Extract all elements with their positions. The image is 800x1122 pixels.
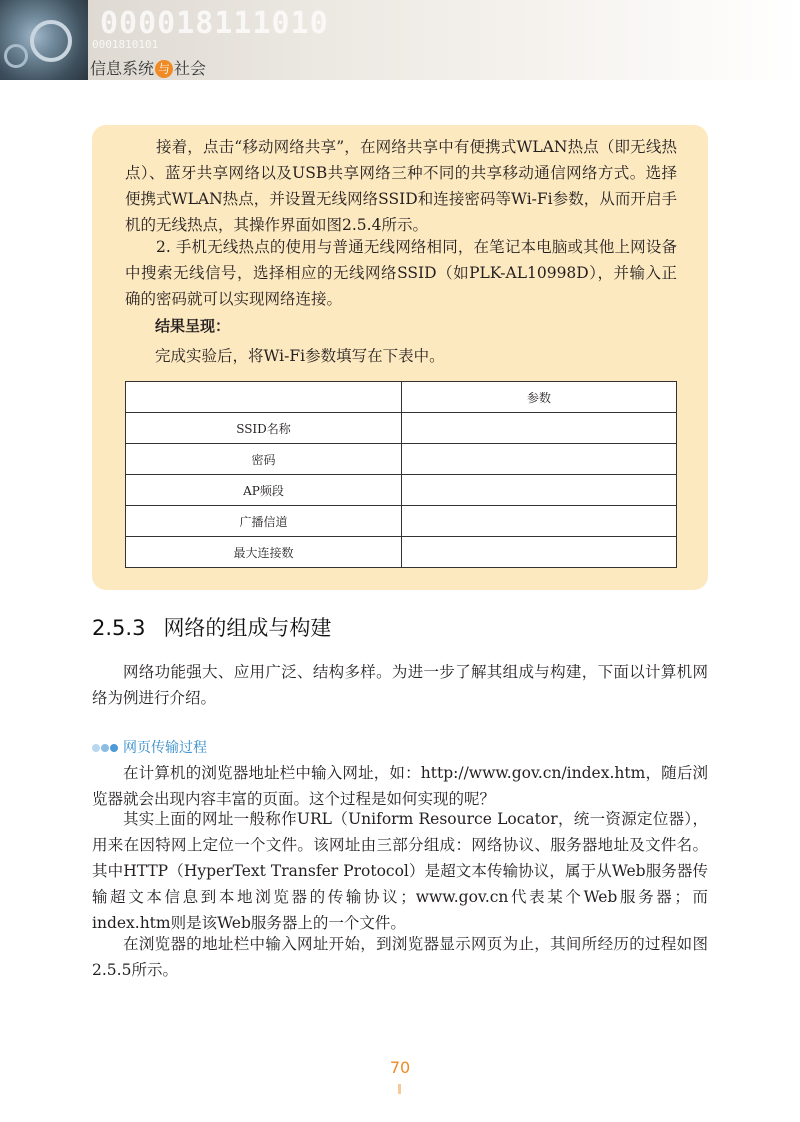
gear-icon bbox=[30, 20, 72, 62]
table-row-label: 密码 bbox=[126, 444, 402, 475]
table-row-label: SSID名称 bbox=[126, 413, 402, 444]
dot-icon bbox=[101, 744, 109, 752]
header-digits-decor: 000018111010 bbox=[100, 6, 329, 41]
table-value-cell[interactable] bbox=[402, 537, 677, 568]
section-number: 2.5.3 bbox=[92, 616, 146, 640]
table-header-cell bbox=[126, 382, 402, 413]
section-title: 网络的组成与构建 bbox=[163, 616, 332, 640]
subsection-paragraph-3: 在浏览器的地址栏中输入网址开始，到浏览器显示网页为止，其间所经历的过程如图2.5.5所示。 bbox=[92, 935, 708, 979]
table-row bbox=[126, 413, 677, 444]
book-title bbox=[90, 56, 206, 79]
bullet-dots-icon bbox=[92, 740, 119, 756]
box-paragraph-1: 接着，点击“移动网络共享”，在网络共享中有便携式WLAN热点（即无线热点）、蓝牙共享网络以及USB共享网络三种不同的共享移动通信网络方式。选择便携式WLAN热点，并设置无线网络SSID和连接密码等Wi-Fi参数，从而开启手机的无线热点，其操作界面如图2.5.4所示。 bbox=[125, 138, 677, 234]
book-title-part1: 信息系统 bbox=[90, 59, 155, 78]
section-intro: 网络功能强大、应用广泛、结构多样。为进一步了解其组成与构建，下面以计算机网络为例进行介绍。 bbox=[92, 663, 708, 707]
subsection-paragraph-1: 在计算机的浏览器地址栏中输入网址，如：http://www.gov.cn/index.htm，随后浏览器就会出现内容丰富的页面。这个过程是如何实现的呢？ bbox=[92, 764, 708, 808]
table-value-cell[interactable] bbox=[402, 475, 677, 506]
table-header-cell: 参数 bbox=[402, 382, 677, 413]
dot-icon bbox=[110, 744, 118, 752]
page-number-mark bbox=[398, 1084, 401, 1094]
book-title-part2: 社会 bbox=[174, 59, 207, 78]
table-value-cell[interactable] bbox=[402, 413, 677, 444]
subsection-heading bbox=[92, 737, 207, 757]
table-row-label: AP频段 bbox=[126, 475, 402, 506]
page-header bbox=[0, 0, 800, 80]
header-decor-image bbox=[0, 0, 88, 80]
small-gear-icon bbox=[4, 44, 28, 68]
table-row-label: 广播信道 bbox=[126, 506, 402, 537]
box-paragraph-2: 2. 手机无线热点的使用与普通无线网络相同，在笔记本电脑或其他上网设备中搜索无线信号，选择相应的无线网络SSID（如PLK-AL10998D），并输入正确的密码就可以实现网络连接。 bbox=[125, 238, 677, 308]
header-digits-decor-small: 0001810101 bbox=[92, 38, 159, 51]
table-value-cell[interactable] bbox=[402, 506, 677, 537]
dot-icon bbox=[92, 744, 100, 752]
wifi-params-table bbox=[125, 381, 677, 568]
table-row bbox=[126, 475, 677, 506]
table-row bbox=[126, 444, 677, 475]
table-row bbox=[126, 506, 677, 537]
subsection-paragraph-2: 其实上面的网址一般称作URL（Uniform Resource Locator，统一资源定位器），用来在因特网上定位一个文件。该网址由三部分组成：网络协议、服务器地址及文件名。其中HTTP（HyperText Transfer Protocol）是超文本传输协议，属于从Web服务器传输超文本信息到本地浏览器的传输协议；www.gov.cn代表某个Web服务器；而index.htm则是该Web服务器上的一个文件。 bbox=[92, 810, 708, 932]
book-title-connector-badge: 与 bbox=[155, 60, 173, 78]
subsection-title: 网页传输过程 bbox=[123, 740, 207, 756]
result-heading: 结果呈现： bbox=[155, 317, 231, 335]
table-value-cell[interactable] bbox=[402, 444, 677, 475]
section-heading bbox=[92, 612, 331, 642]
table-row-label: 最大连接数 bbox=[126, 537, 402, 568]
page-number: 70 bbox=[389, 1058, 411, 1077]
result-text: 完成实验后，将Wi-Fi参数填写在下表中。 bbox=[155, 347, 445, 365]
table-row bbox=[126, 537, 677, 568]
table-header-row bbox=[126, 382, 677, 413]
